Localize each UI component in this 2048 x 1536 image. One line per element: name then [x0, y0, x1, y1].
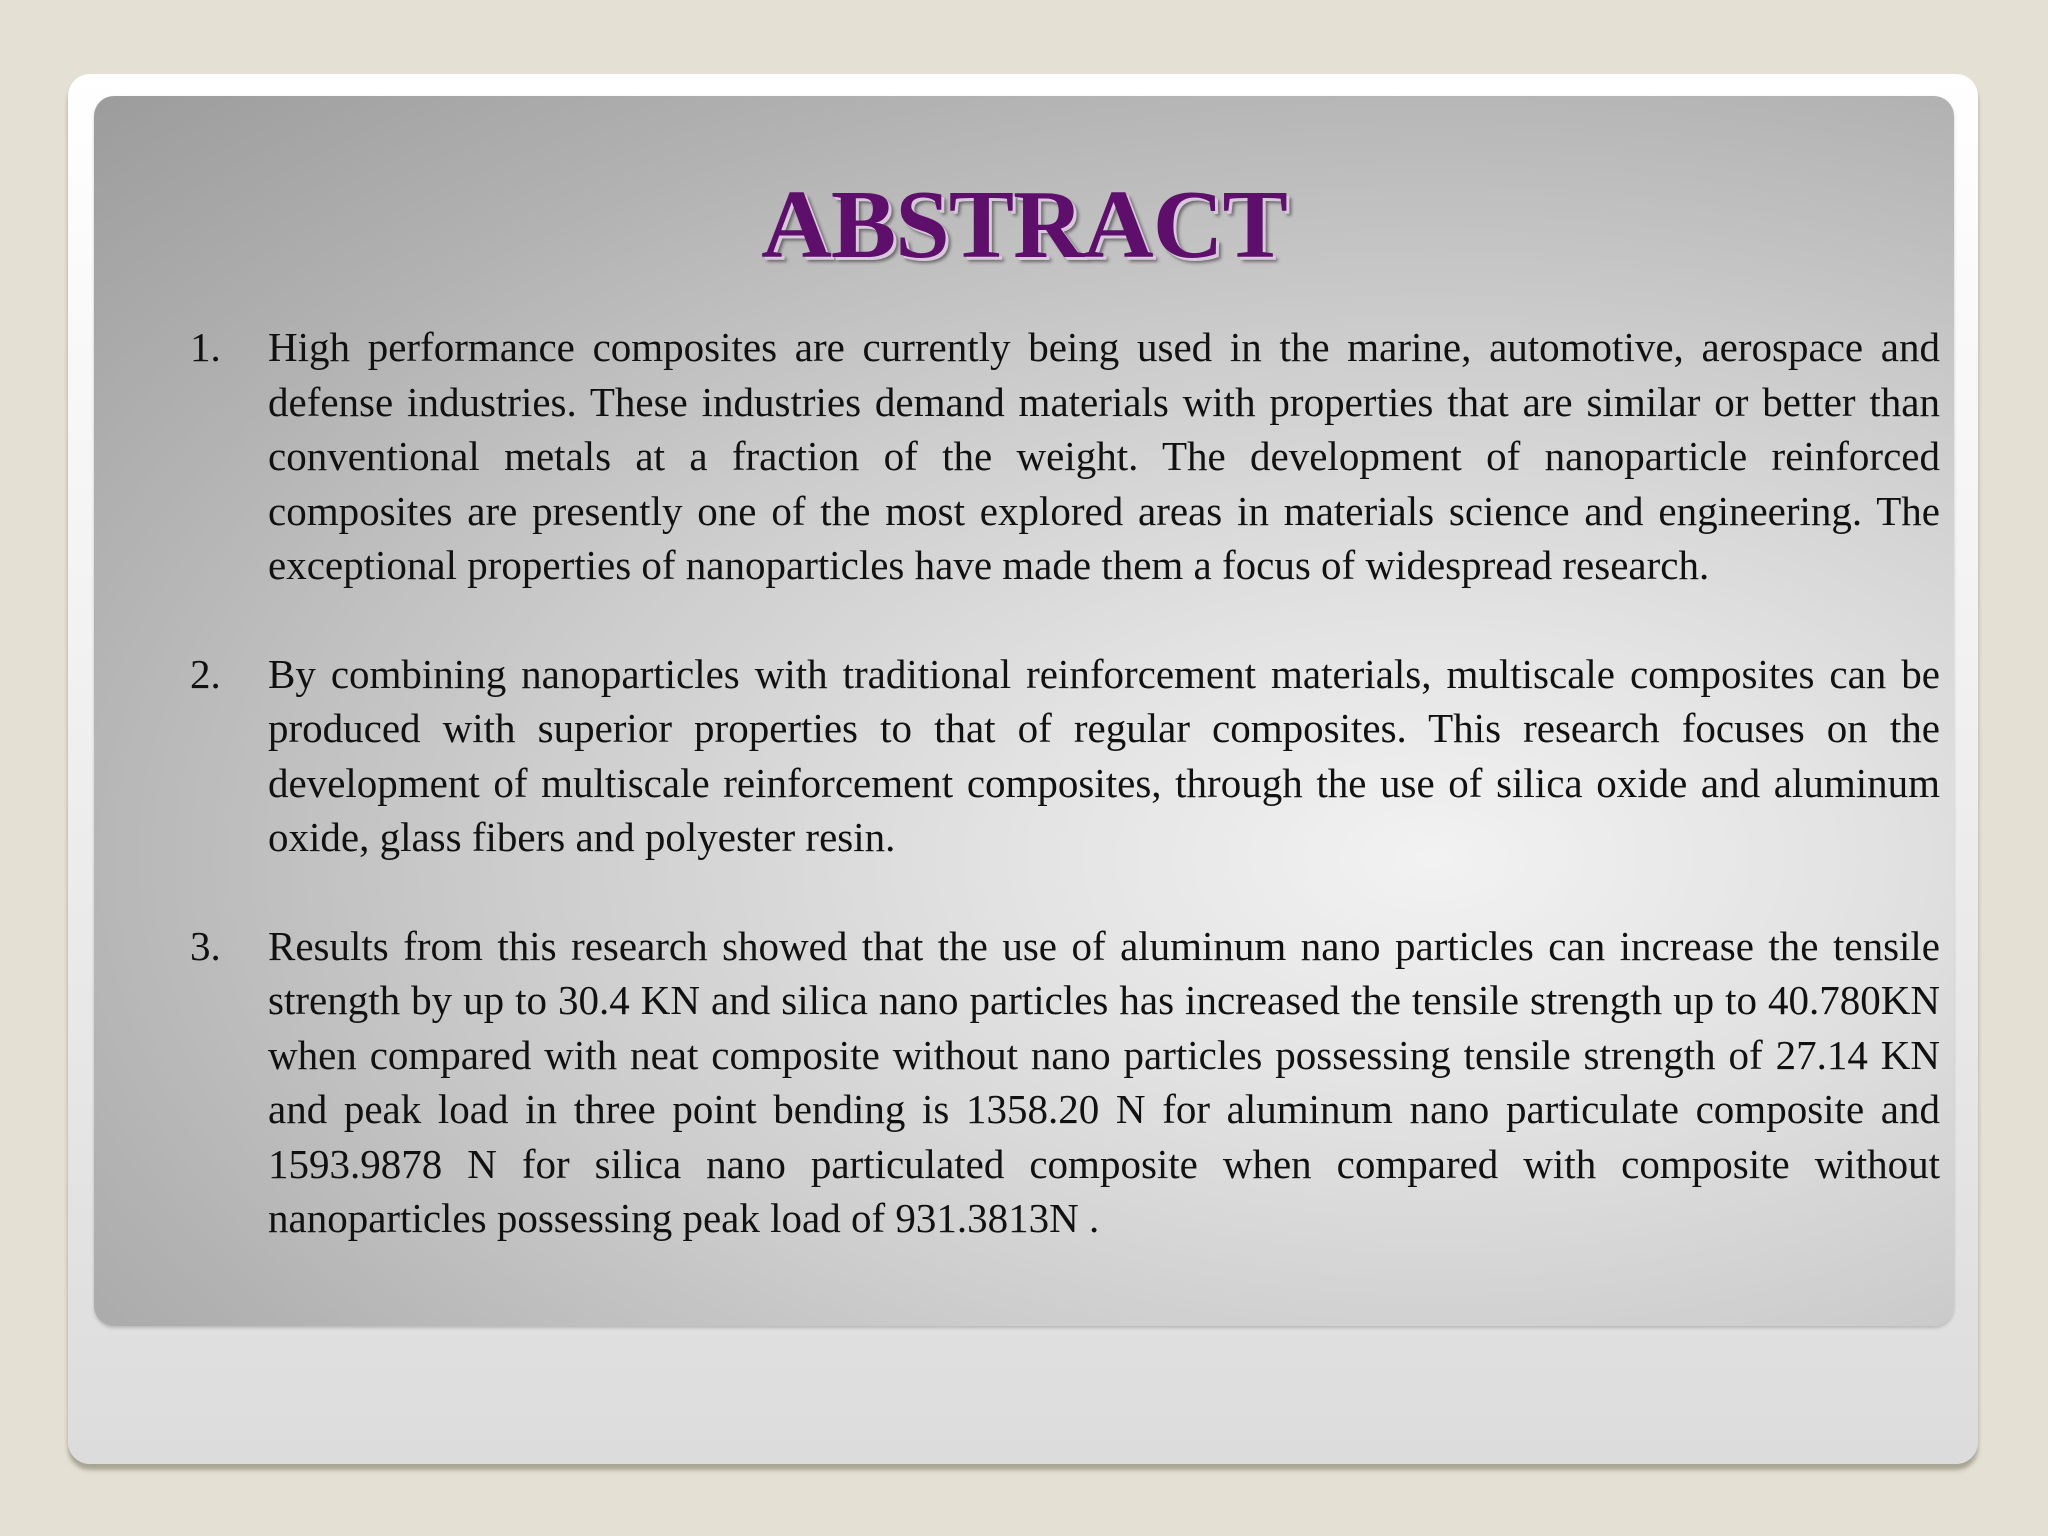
abstract-item-2: [190, 647, 1940, 865]
item-number: 1.: [190, 324, 221, 370]
abstract-item-3: [190, 919, 1940, 1246]
item-text: Results from this research showed that the use of aluminum nano particles can increase the tensile strength by up to 30.4 KN and silica nano particles has increased the tensile strength up to 40.780KN when compared with neat composite without nano particles possessing tensile strength of 27.14 KN and peak load in three point bending is 1358.20 N for aluminum nano particulate composite and 1593.9878 N for silica nano particulated composite when compared with composite without nanoparticles possessing peak load of 931.3813N .: [268, 922, 1940, 1241]
item-text: High performance composites are currently being used in the marine, automotive, aerospace and defense industries. These industries demand materials with properties that are similar or better than conventional metals at a fraction of the weight. The development of nanoparticle reinforced composites are presently one of the most explored areas in materials science and engineering. The exceptional properties of nanoparticles have made them a focus of widespread research.: [268, 324, 1940, 588]
abstract-list: [190, 320, 1940, 1300]
item-number: 3.: [190, 922, 221, 969]
item-text: By combining nanoparticles with traditional reinforcement materials, multiscale composites can be produced with superior properties to that of regular composites. This research focuses on the development of multiscale reinforcement composites, through the use of silica oxide and aluminum oxide, glass fibers and polyester resin.: [268, 650, 1940, 860]
item-number: 2.: [190, 650, 221, 697]
abstract-item-1: [190, 320, 1940, 593]
slide-title: ABSTRACT: [761, 171, 1287, 279]
